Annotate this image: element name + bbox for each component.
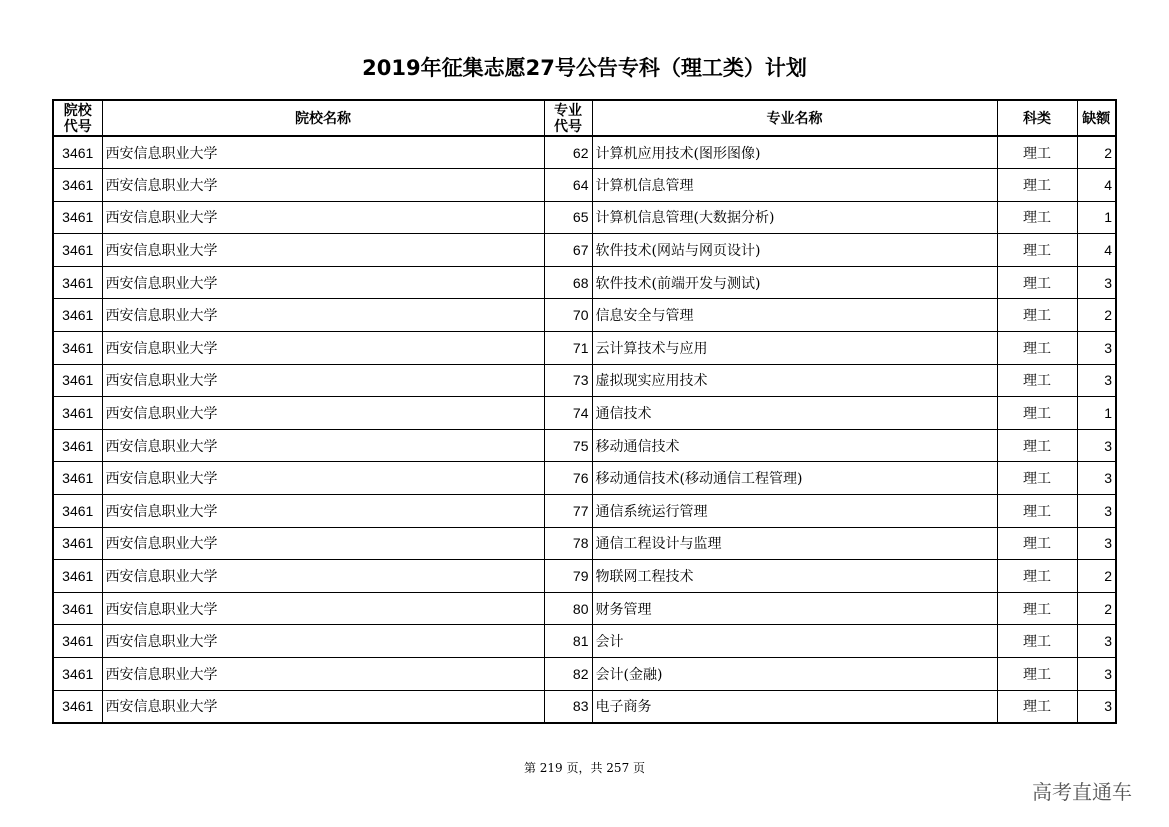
document-title: 2019年征集志愿27号公告专科（理工类）计划 (362, 56, 807, 80)
cell-major-name: 计算机信息管理 (592, 169, 997, 202)
cell-school-code: 3461 (53, 690, 102, 723)
admission-plan-table (52, 99, 1117, 724)
cell-school-name: 西安信息职业大学 (102, 169, 544, 202)
cell-major-name: 软件技术(网站与网页设计) (592, 234, 997, 267)
cell-school-name: 西安信息职业大学 (102, 266, 544, 299)
cell-category: 理工 (997, 332, 1077, 365)
cell-school-code: 3461 (53, 332, 102, 365)
cell-major-name: 电子商务 (592, 690, 997, 723)
cell-major-name: 计算机应用技术(图形图像) (592, 136, 997, 169)
cell-major-code: 81 (544, 625, 592, 658)
cell-quota: 3 (1077, 658, 1116, 691)
cell-school-name: 西安信息职业大学 (102, 625, 544, 658)
cell-school-name: 西安信息职业大学 (102, 429, 544, 462)
cell-quota: 3 (1077, 625, 1116, 658)
cell-quota: 2 (1077, 560, 1116, 593)
cell-category: 理工 (997, 397, 1077, 430)
cell-school-code: 3461 (53, 397, 102, 430)
table-row (53, 169, 1116, 202)
table-row (53, 364, 1116, 397)
cell-major-name: 通信技术 (592, 397, 997, 430)
cell-school-name: 西安信息职业大学 (102, 560, 544, 593)
cell-category: 理工 (997, 169, 1077, 202)
page-footer: 第 219 页，共 257 页 (523, 761, 646, 775)
header-major-name: 专业名称 (592, 100, 997, 136)
cell-school-code: 3461 (53, 266, 102, 299)
cell-major-code: 73 (544, 364, 592, 397)
table-row (53, 332, 1116, 365)
cell-major-code: 70 (544, 299, 592, 332)
cell-quota: 3 (1077, 429, 1116, 462)
cell-major-code: 77 (544, 495, 592, 528)
cell-major-code: 65 (544, 201, 592, 234)
cell-school-name: 西安信息职业大学 (102, 495, 544, 528)
cell-school-name: 西安信息职业大学 (102, 201, 544, 234)
cell-major-code: 79 (544, 560, 592, 593)
cell-quota: 2 (1077, 592, 1116, 625)
cell-category: 理工 (997, 462, 1077, 495)
cell-category: 理工 (997, 592, 1077, 625)
cell-quota: 3 (1077, 462, 1116, 495)
cell-major-code: 82 (544, 658, 592, 691)
cell-school-code: 3461 (53, 495, 102, 528)
cell-school-code: 3461 (53, 299, 102, 332)
cell-major-name: 会计 (592, 625, 997, 658)
cell-major-name: 财务管理 (592, 592, 997, 625)
cell-school-code: 3461 (53, 592, 102, 625)
table-row (53, 658, 1116, 691)
cell-major-code: 80 (544, 592, 592, 625)
cell-major-name: 会计(金融) (592, 658, 997, 691)
cell-major-code: 62 (544, 136, 592, 169)
cell-major-name: 虚拟现实应用技术 (592, 364, 997, 397)
cell-school-name: 西安信息职业大学 (102, 658, 544, 691)
cell-major-code: 71 (544, 332, 592, 365)
cell-school-name: 西安信息职业大学 (102, 364, 544, 397)
cell-major-code: 75 (544, 429, 592, 462)
cell-major-code: 78 (544, 527, 592, 560)
cell-school-code: 3461 (53, 234, 102, 267)
cell-major-name: 通信系统运行管理 (592, 495, 997, 528)
cell-school-name: 西安信息职业大学 (102, 397, 544, 430)
cell-category: 理工 (997, 234, 1077, 267)
table-header-row (53, 100, 1116, 136)
table-row (53, 690, 1116, 723)
cell-school-name: 西安信息职业大学 (102, 299, 544, 332)
cell-category: 理工 (997, 625, 1077, 658)
cell-major-name: 移动通信技术 (592, 429, 997, 462)
table-row (53, 201, 1116, 234)
cell-category: 理工 (997, 266, 1077, 299)
header-school-code: 院校代号 (53, 100, 102, 136)
cell-major-code: 74 (544, 397, 592, 430)
cell-school-code: 3461 (53, 201, 102, 234)
header-school-name: 院校名称 (102, 100, 544, 136)
cell-quota: 4 (1077, 169, 1116, 202)
cell-category: 理工 (997, 495, 1077, 528)
cell-major-code: 68 (544, 266, 592, 299)
cell-major-code: 67 (544, 234, 592, 267)
table-row (53, 592, 1116, 625)
table-row (53, 560, 1116, 593)
cell-school-name: 西安信息职业大学 (102, 136, 544, 169)
cell-quota: 1 (1077, 201, 1116, 234)
table-row (53, 625, 1116, 658)
cell-quota: 1 (1077, 397, 1116, 430)
cell-school-code: 3461 (53, 527, 102, 560)
cell-category: 理工 (997, 299, 1077, 332)
cell-school-code: 3461 (53, 560, 102, 593)
cell-quota: 3 (1077, 266, 1116, 299)
cell-school-name: 西安信息职业大学 (102, 234, 544, 267)
cell-school-name: 西安信息职业大学 (102, 332, 544, 365)
cell-category: 理工 (997, 364, 1077, 397)
cell-major-name: 移动通信技术(移动通信工程管理) (592, 462, 997, 495)
table-row (53, 266, 1116, 299)
cell-school-code: 3461 (53, 136, 102, 169)
cell-school-name: 西安信息职业大学 (102, 592, 544, 625)
cell-major-name: 信息安全与管理 (592, 299, 997, 332)
cell-major-code: 64 (544, 169, 592, 202)
header-category: 科类 (997, 100, 1077, 136)
cell-quota: 3 (1077, 364, 1116, 397)
cell-school-name: 西安信息职业大学 (102, 527, 544, 560)
table-row (53, 299, 1116, 332)
cell-category: 理工 (997, 136, 1077, 169)
table-row (53, 462, 1116, 495)
cell-major-name: 计算机信息管理(大数据分析) (592, 201, 997, 234)
cell-quota: 3 (1077, 527, 1116, 560)
table-row (53, 527, 1116, 560)
cell-quota: 3 (1077, 332, 1116, 365)
cell-school-code: 3461 (53, 625, 102, 658)
cell-category: 理工 (997, 560, 1077, 593)
cell-category: 理工 (997, 527, 1077, 560)
cell-major-code: 83 (544, 690, 592, 723)
cell-major-name: 物联网工程技术 (592, 560, 997, 593)
cell-major-name: 软件技术(前端开发与测试) (592, 266, 997, 299)
header-major-code: 专业代号 (544, 100, 592, 136)
table-row (53, 495, 1116, 528)
cell-quota: 2 (1077, 299, 1116, 332)
cell-category: 理工 (997, 690, 1077, 723)
cell-category: 理工 (997, 429, 1077, 462)
cell-quota: 3 (1077, 690, 1116, 723)
cell-school-code: 3461 (53, 462, 102, 495)
cell-school-name: 西安信息职业大学 (102, 462, 544, 495)
cell-quota: 4 (1077, 234, 1116, 267)
header-quota: 缺额 (1077, 100, 1116, 136)
cell-major-name: 通信工程设计与监理 (592, 527, 997, 560)
cell-school-name: 西安信息职业大学 (102, 690, 544, 723)
watermark: 高考直通车 (1032, 780, 1132, 804)
table-body (53, 136, 1116, 723)
table-row (53, 136, 1116, 169)
cell-school-code: 3461 (53, 364, 102, 397)
cell-school-code: 3461 (53, 658, 102, 691)
cell-quota: 2 (1077, 136, 1116, 169)
cell-school-code: 3461 (53, 429, 102, 462)
cell-quota: 3 (1077, 495, 1116, 528)
cell-school-code: 3461 (53, 169, 102, 202)
table-row (53, 429, 1116, 462)
cell-category: 理工 (997, 658, 1077, 691)
table-row (53, 234, 1116, 267)
cell-major-code: 76 (544, 462, 592, 495)
cell-category: 理工 (997, 201, 1077, 234)
table-row (53, 397, 1116, 430)
cell-major-name: 云计算技术与应用 (592, 332, 997, 365)
